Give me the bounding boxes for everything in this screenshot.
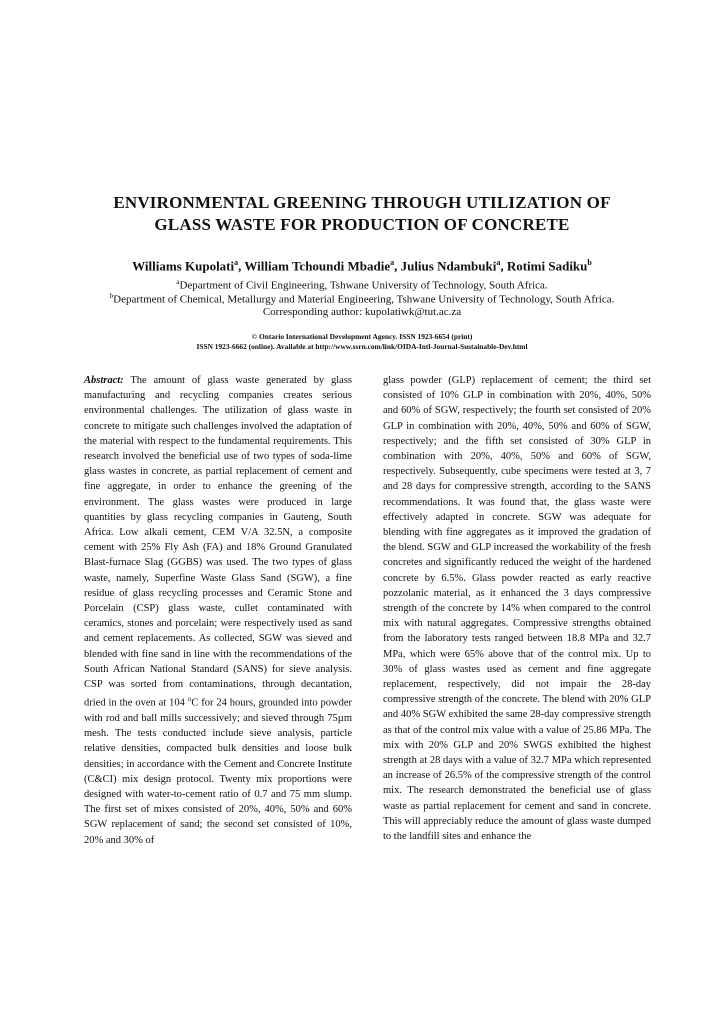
author-list <box>60 258 664 274</box>
title-line-2: GLASS WASTE FOR PRODUCTION OF CONCRETE <box>154 215 570 234</box>
degree-mark: o <box>187 695 192 704</box>
copyright-line-1: © Ontario International Development Agency. ISSN 1923-6654 (print) <box>251 332 473 341</box>
affiliation-mark: b <box>109 292 114 300</box>
abstract-label: Abstract: <box>84 375 124 386</box>
author-affiliation-mark: a <box>390 258 395 267</box>
affiliation-b <box>60 292 664 306</box>
abstract-text-part-1: The amount of glass waste generated by glass manufacturing and recycling companies creates serious environmental challenges. The utilization of glass waste in concrete to mitigate such challenges involved the adaptation of the material with respect to the fundamental requirements. This research involved the beneficial use of two types of soda-lime glass wastes in concrete, as partial replacement of cement and fine aggregate, in order to enhance the greening of the environment. The glass wastes were produced in large quantities by glass recycling companies in Gauteng, South Africa. Low alkali cement, CEM V/A 32.5N, a composite cement with 25% Fly Ash (FA) and 18% Ground Granulated Blast-furnace Slag (GGBS) was used. The two types of glass waste, namely, Superfine Waste Glass Sand (SGW), a fine residue of glass recycling processes and Ceramic Stone and Porcelain (CSP) glass waste, cullet contaminated with ceramics, stones and porcelain; were respectively used as sand and cement replacements. As collected, SGW was sieved and blended with fine sand in line with the recommendations of the South African National Standard (SANS) for sieve analysis. CSP was sorted from contaminations, through decantation, dried in the oven at 104 <box>84 375 352 709</box>
title-line-1: ENVIRONMENTAL GREENING THROUGH UTILIZATION OF <box>113 193 611 212</box>
author-affiliation-mark: a <box>234 258 239 267</box>
author-separator: , <box>394 258 401 274</box>
abstract-column-right <box>383 373 651 844</box>
abstract-text-part-2: C for 24 hours, grounded into powder with rod and ball mills successively; and sieved through 75µm mesh. The tests conducted include sieve analysis, particle relative densities, compacted bulk densities and loose bulk densities; in accordance with the Cement and Concrete Institute (C&CI) mix design protocol. Twenty mix proportions were designed with water-to-cement ratio of 0.7 and 75 mm slump. The first set of mixes consisted of 20%, 40%, 50% and 60% SGW replacement of sand; the second set consisted of 10%, 20% and 30% of <box>84 697 352 846</box>
corresponding-author: Corresponding author: kupolatiwk@tut.ac.za <box>262 306 462 318</box>
affiliation-mark: a <box>176 278 180 286</box>
author-name: Julius Ndambuki <box>400 258 497 274</box>
author-name: Williams Kupolati <box>132 258 235 274</box>
author-name: William Tchoundi Mbadie <box>244 258 391 274</box>
abstract-paragraph-right: glass powder (GLP) replacement of cement; the third set consisted of 10% GLP in combination with 20%, 40%, 50% and 60% of SGW, respectively; the fourth set consisted of 20% GLP in combination with 20%, 40%, 50% and 60% of SGW, respectively; and the fifth set consisted of 30% GLP in combination with 20%, 40%, 50% and 60% of SGW, respectively. Subsequently, cube specimens were tested at 3, 7 and 28 days for compressive strength, according to the SANS recommendations. It was found that, the glass waste were effectively adapted in concrete. SGW was adequate for blending with fine aggregates as it improved the gradation of the blend. SGW and GLP increased the workability of the fresh concretes and significantly reduced the weight of the hardened concrete by 6.5%. Glass powder reacted as early reactive pozzolanic material, as it enhanced the 3 days compressive strength of the concrete by 14% when compared to the control mix with natural aggregates. Compressive strengths obtained from the laboratory tests ranged between 18.8 MPa and 32.7 MPa, which were 65% above that of the control mix. Up to 30% of glass wastes used as cement and fine aggregate replacement, respectively, did not impair the 28-day compressive strength of the concrete. The blend with 20% GLP and 40% SGW exhibited the same 28-day compressive strength as that of the control mix value with a value of 25.86 MPa. The mix with 20% GLP and 20% SWGS exhibited the highest strength at 28 days with a value of 32.7 MPa which represented an increase of 26.5% of the compressive strength of the control mix. The research demonstrated the beneficial use of glass waste as partial replacement for cement and sand in concrete. This will appreciably reduce the amount of glass waste dumped to the landfill sites and enhance the <box>383 375 651 843</box>
paper-title <box>60 192 664 236</box>
author-separator: , <box>500 258 507 274</box>
author-affiliation-mark: b <box>587 258 592 267</box>
affiliation-text: Department of Chemical, Metallurgy and Material Engineering, Tshwane University of Technology, South Africa. <box>113 293 615 306</box>
affiliation-a <box>60 278 664 292</box>
abstract-paragraph-left <box>84 373 352 848</box>
copyright-line-2: ISSN 1923-6662 (online). Available at http://www.ssrn.com/link/OIDA-Intl-Journal-Sustainable-Dev.html <box>196 342 528 351</box>
abstract-column-left <box>84 373 352 848</box>
author-separator: , <box>238 258 245 274</box>
author-affiliation-mark: a <box>496 258 501 267</box>
author-name: Rotimi Sadiku <box>506 258 588 274</box>
affiliation-text: Department of Civil Engineering, Tshwane University of Technology, South Africa. <box>179 279 548 292</box>
